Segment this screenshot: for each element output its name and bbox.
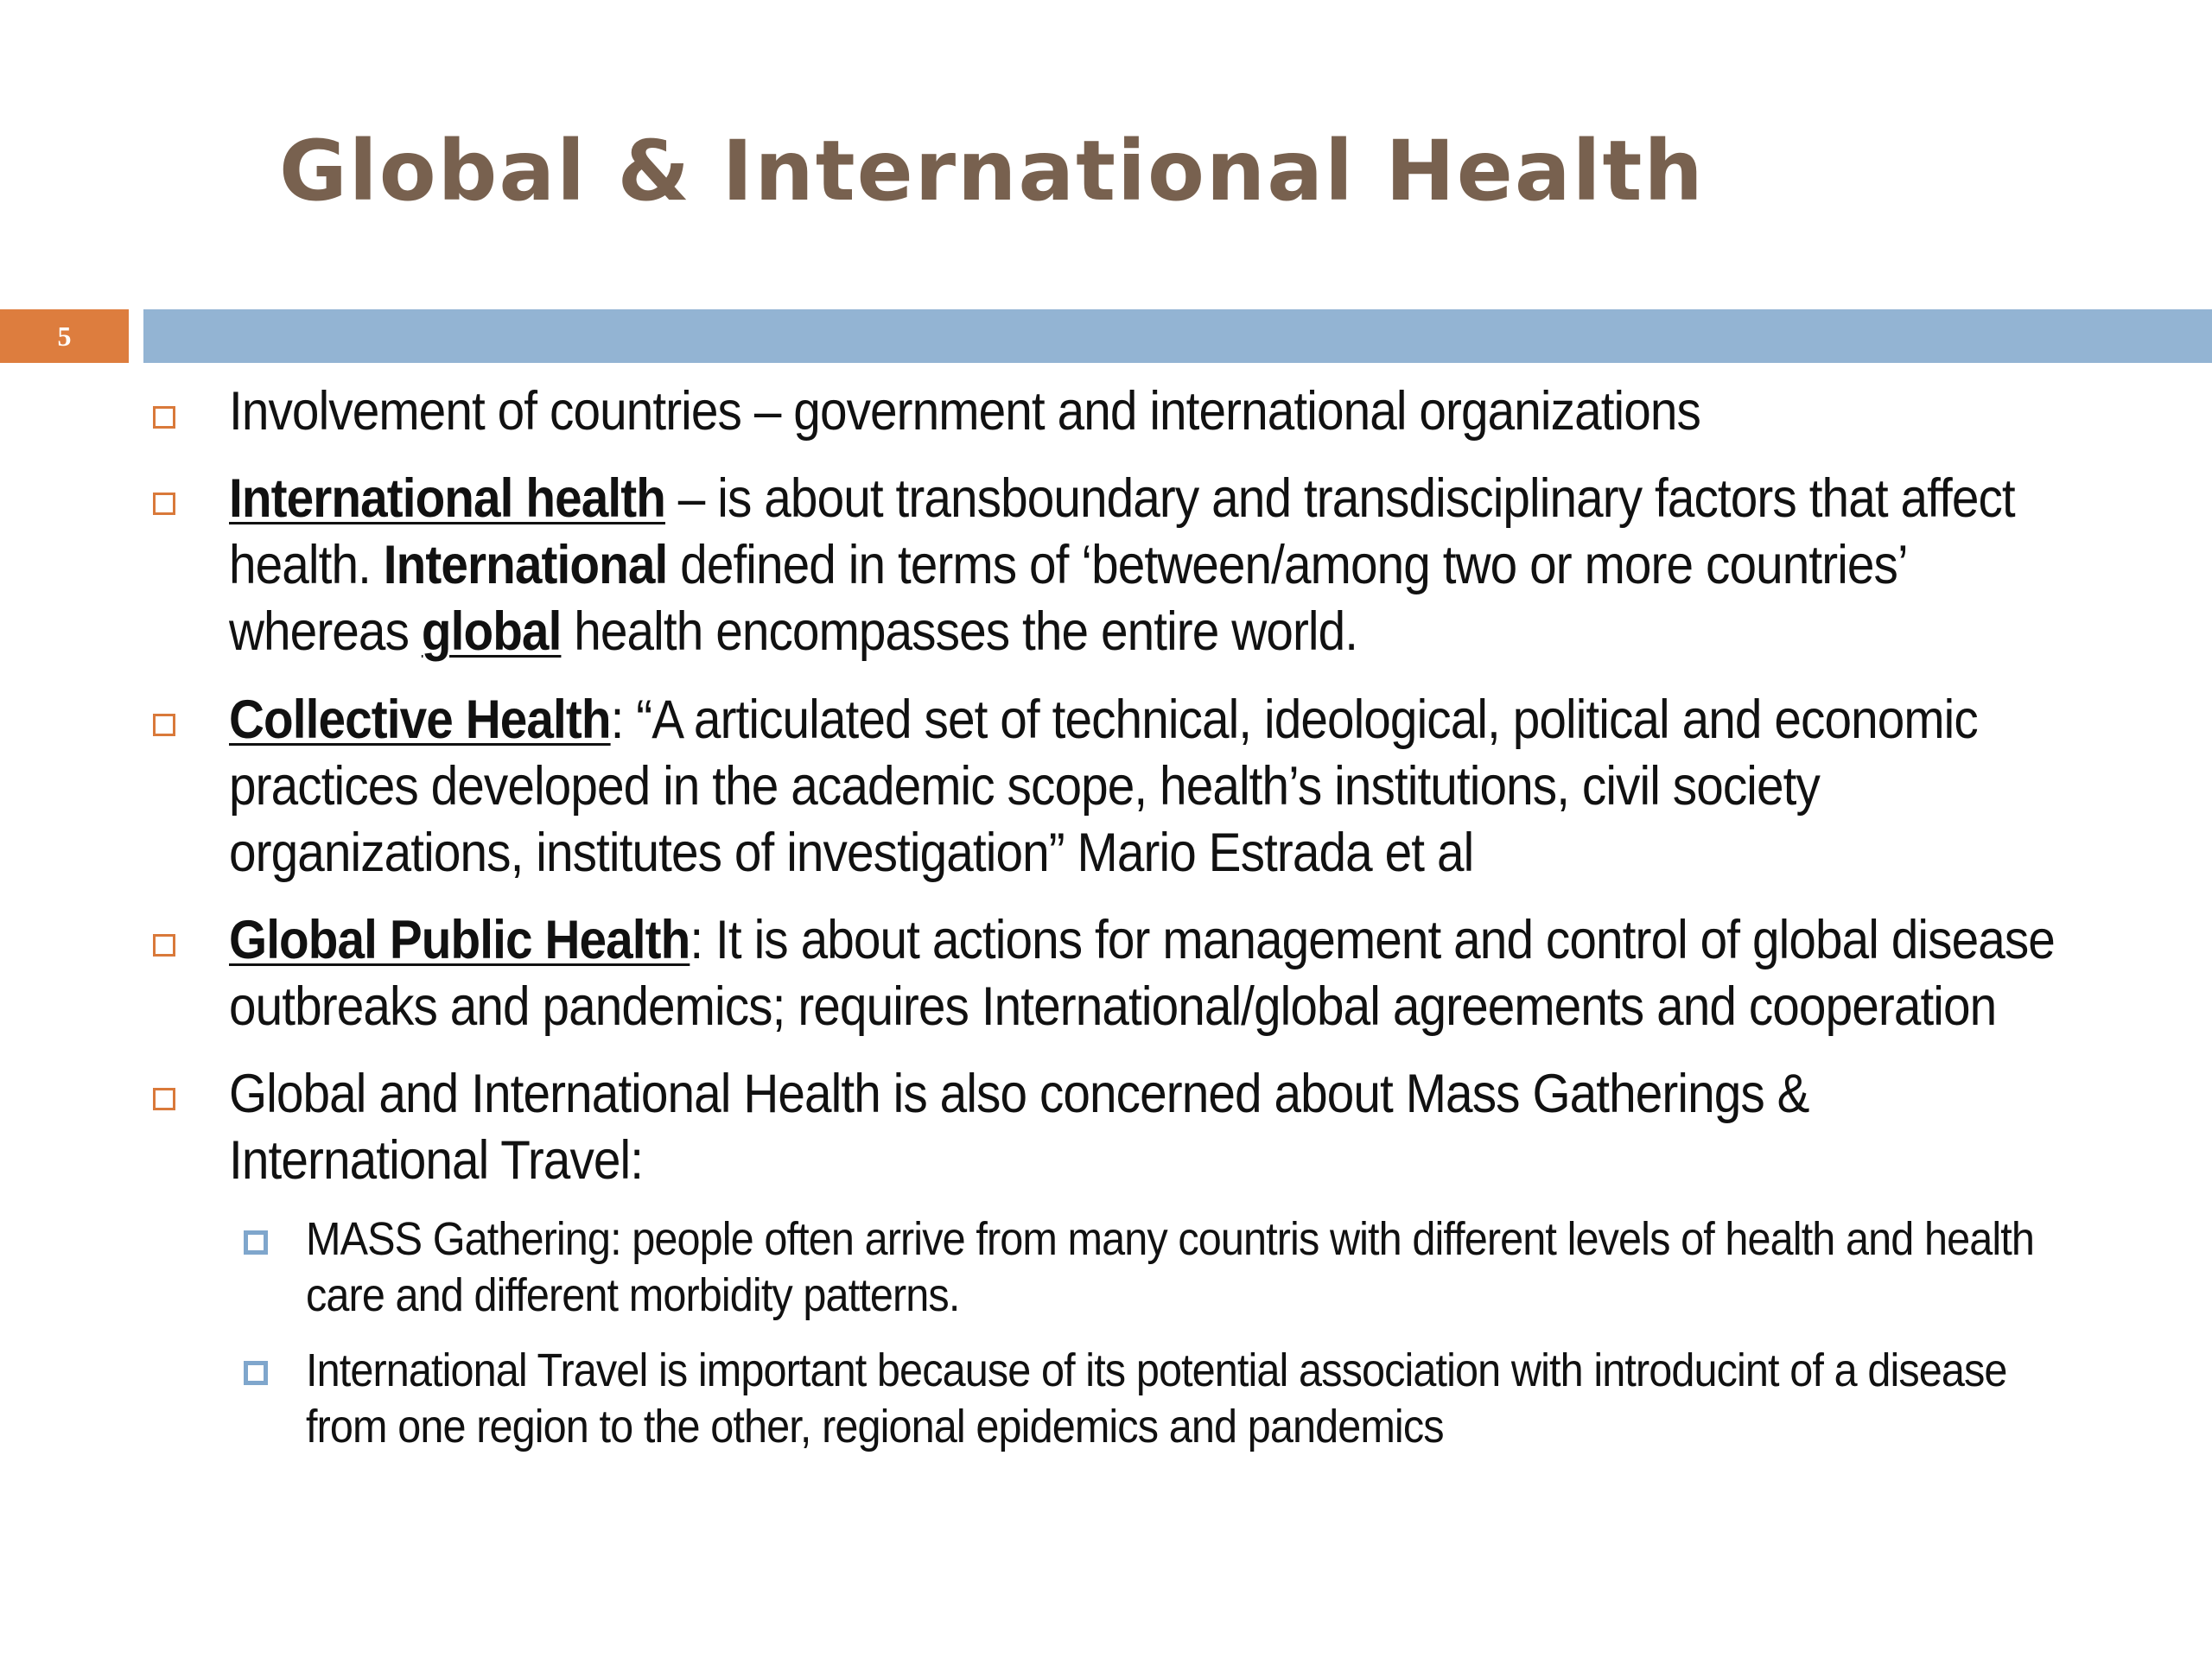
bullet-text: – is about transboundary and transdisciplinary factors that affect xyxy=(664,468,2015,529)
bullet-text: : “A articulated set of technical, ideological, political and economic xyxy=(610,690,1978,750)
sub-bullet-text-line: International Travel is important because of its potential association with introducint of a disease xyxy=(306,1344,2007,1396)
bullet-text-line: International Travel: xyxy=(229,1130,644,1191)
slide-number: 5 xyxy=(57,320,72,352)
bullet-text: health. xyxy=(229,535,384,595)
bullet-global-public-health xyxy=(229,907,2055,1040)
bullet-square-icon xyxy=(153,493,175,515)
slide-title: Global & International Health xyxy=(279,123,1705,219)
bullet-text-line: outbreaks and pandemics; requires International/global agreements and cooperation xyxy=(229,976,1997,1037)
bullet-text-line: practices developed in the academic scope, health’s institutions, civil society xyxy=(229,756,1820,817)
bullet-mass-gatherings xyxy=(229,1061,1994,1194)
bullet-text-line: Global and International Health is also concerned about Mass Gatherings & xyxy=(229,1064,1809,1124)
term-international-health: International health xyxy=(229,468,665,529)
bullet-text: defined in terms of ‘between/among two or more countries’ xyxy=(667,535,1908,595)
bullet-text-line: Involvement of countries – government and international organizations xyxy=(229,381,1700,442)
term-collective-health: Collective Health xyxy=(229,690,611,750)
bullet-text: whereas xyxy=(229,601,422,662)
sub-bullet-text-line: care and different morbidity patterns. xyxy=(306,1269,960,1321)
bullet-square-icon xyxy=(153,934,175,957)
bullet-text-line xyxy=(229,532,1994,599)
bullet-collective-health xyxy=(229,687,1994,887)
sub-bullet-square-icon xyxy=(244,1230,268,1255)
term-global-public-health: Global Public Health xyxy=(229,910,690,970)
sub-bullet-text-line: from one region to the other, regional epidemics and pandemics xyxy=(306,1401,1444,1452)
bullet-international-health xyxy=(229,466,2015,665)
bullet-text-line: organizations, institutes of investigation” Mario Estrada et al xyxy=(229,823,1474,883)
bullet-text-line xyxy=(229,907,2055,974)
sub-bullet-international-travel xyxy=(306,1343,2007,1455)
sub-bullet-text-line: MASS Gathering: people often arrive from many countris with different levels of health and health xyxy=(306,1213,2035,1265)
term-global: global xyxy=(421,601,562,662)
bullet-square-icon xyxy=(153,1088,175,1110)
bullet-text-line xyxy=(229,687,1994,753)
sub-bullet-square-icon xyxy=(244,1361,268,1385)
sub-bullet-mass-gathering xyxy=(306,1211,2034,1324)
bullet-text-line xyxy=(229,599,1994,665)
bullet-text: health encompasses the entire world. xyxy=(561,601,1358,662)
bullet-square-icon xyxy=(153,714,175,736)
term-international: International xyxy=(383,535,668,595)
bullet-involvement xyxy=(229,378,1994,445)
bullet-text: : It is about actions for management and control of global disease xyxy=(690,910,2055,970)
bullet-text-line xyxy=(229,466,2015,532)
bullet-square-icon xyxy=(153,406,175,429)
